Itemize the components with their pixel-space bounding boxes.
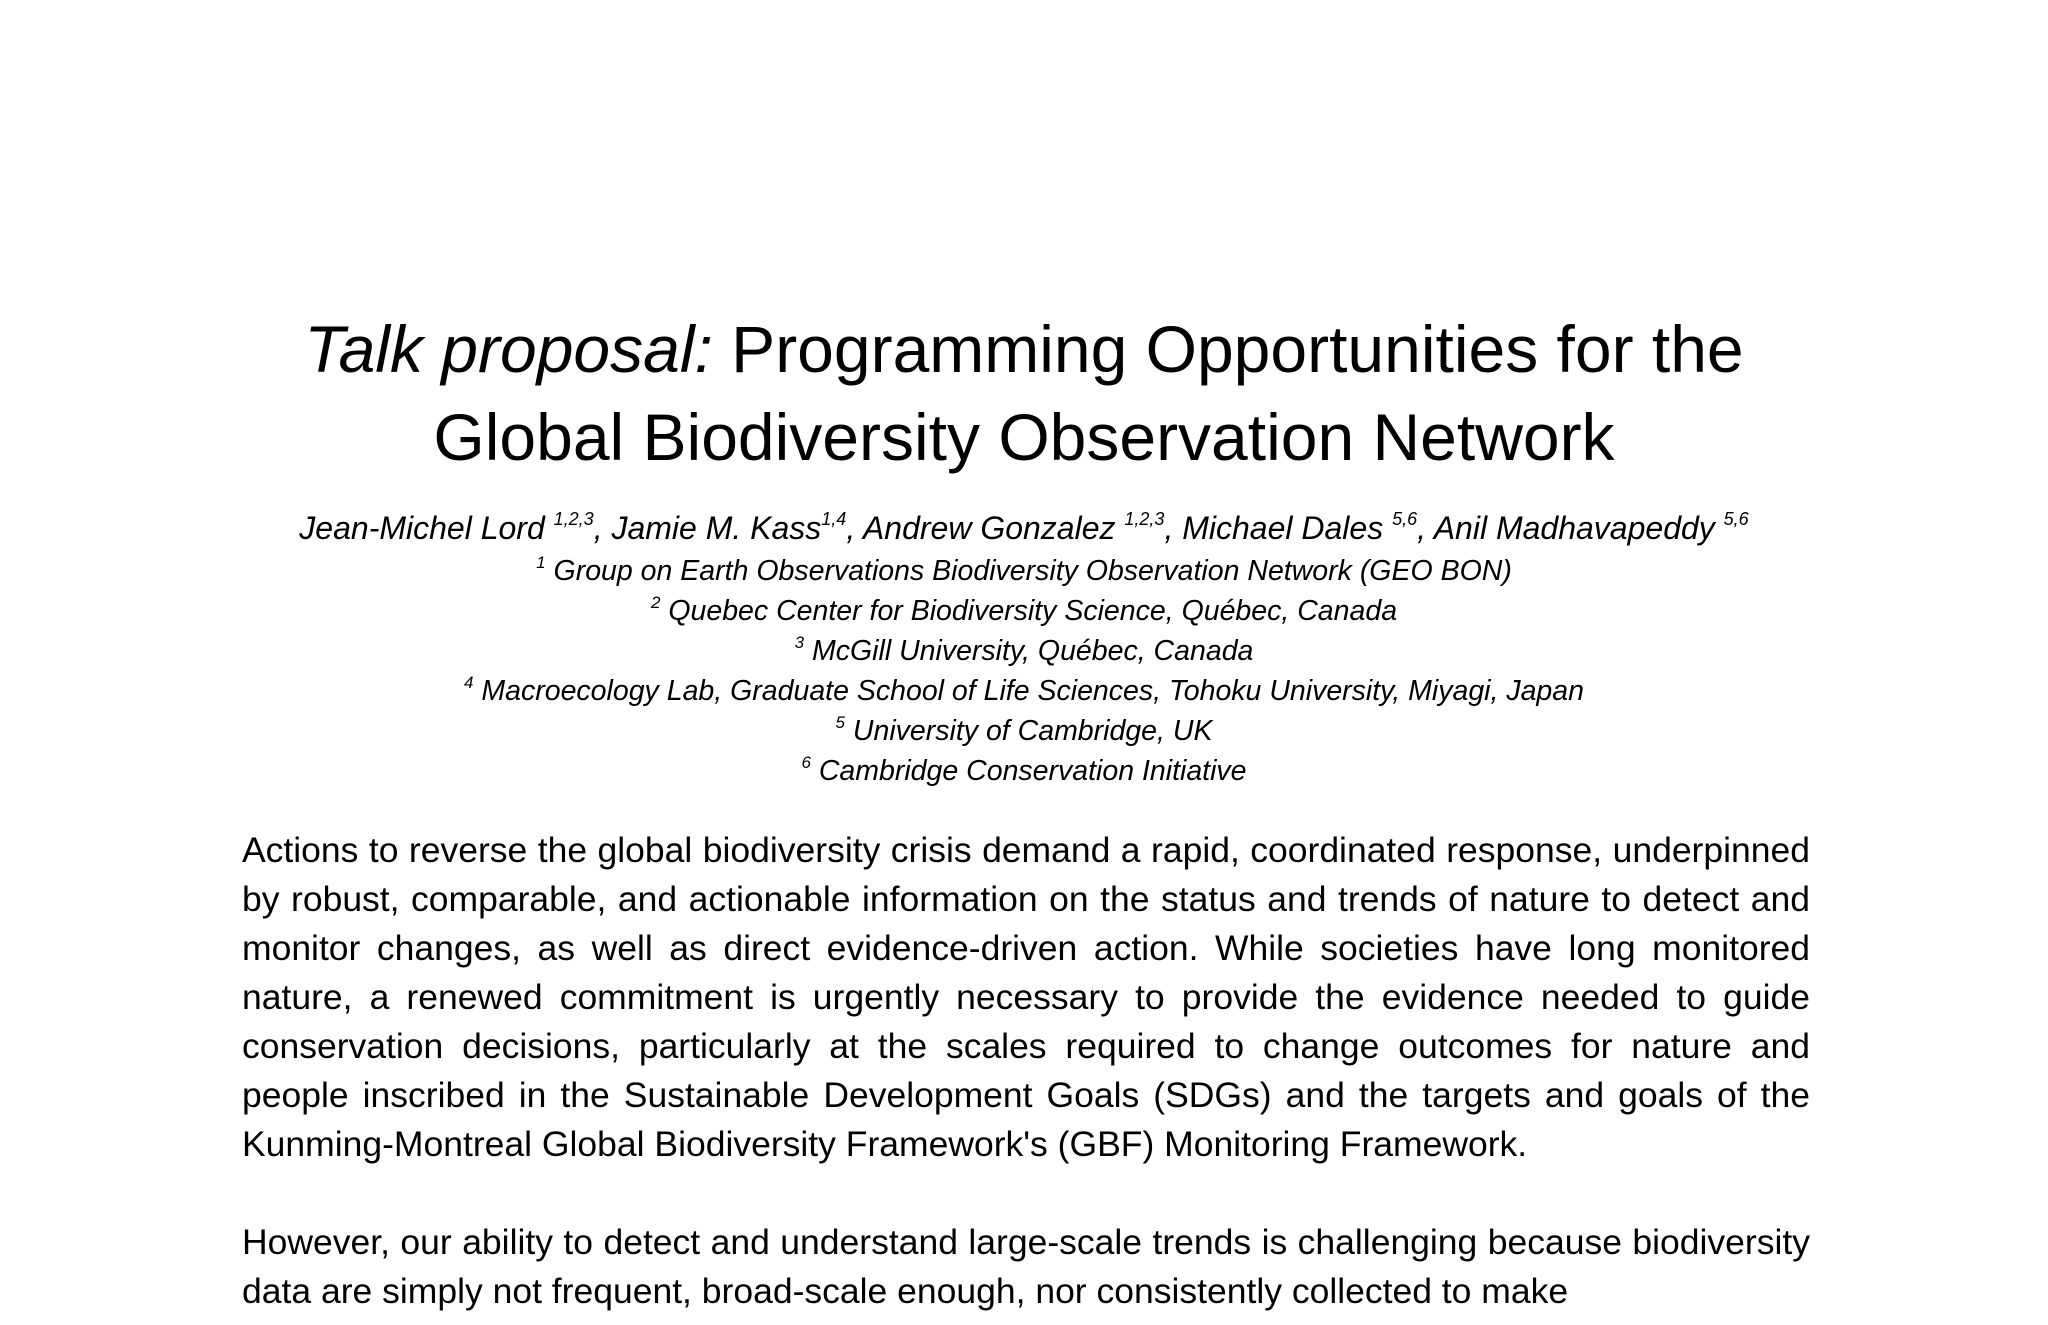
affiliation-number: 3	[794, 633, 805, 652]
affiliation-line	[0, 751, 2048, 791]
affiliation-line	[0, 591, 2048, 631]
author-affiliation-marker: 1,2,3	[553, 509, 594, 529]
abstract-paragraph-1: Actions to reverse the global biodiversity crisis demand a rapid, coordinated response, underpinned by robust, comparable, and actionable information on the status and trends of nature to detect and monitor changes, as well as direct evidence-driven action. While societies have long monitored nature, a renewed commitment is urgently necessary to provide the evidence needed to guide conservation decisions, particularly at the scales required to change outcomes for nature and people inscribed in the Sustainable Development Goals (SDGs) and the targets and goals of the Kunming-Montreal Global Biodiversity Framework's (GBF) Monitoring Framework.	[242, 830, 1810, 1164]
abstract-body	[242, 826, 1810, 1325]
affiliation-text: Cambridge Conservation Initiative	[818, 755, 1247, 787]
author-affiliation-marker: 5,6	[1723, 509, 1749, 529]
affiliation-text: Group on Earth Observations Biodiversity Observation Network (GEO BON)	[553, 555, 1512, 587]
affiliation-text: McGill University, Québec, Canada	[812, 635, 1254, 667]
affiliation-line	[0, 631, 2048, 671]
affiliation-line	[0, 711, 2048, 751]
affiliation-number: 1	[536, 553, 546, 572]
affiliation-line	[0, 671, 2048, 711]
author-name: Jamie M. Kass	[611, 510, 822, 546]
author-list: Jean-Michel Lord $^{1,2,3}$, Jamie M. Kass$^{1,4}$, Andrew Gonzalez $^{1,2,3}$, Michael Dales $^{5,6}$, Anil Madhavapeddy $^{5,6}$	[299, 509, 1749, 546]
title-line-1: Programming Opportunities for the	[731, 312, 1744, 386]
author-name: Anil Madhavapeddy	[1433, 510, 1715, 546]
author-affiliation-marker: 5,6	[1392, 509, 1418, 529]
author-name: Jean-Michel Lord	[299, 510, 545, 546]
affiliation-number: 4	[464, 673, 474, 692]
affiliation-number: 5	[835, 713, 845, 732]
title-lead: Talk proposal:	[304, 312, 713, 386]
abstract-paragraph-2: However, our ability to detect and understand large-scale trends is challenging because biodiversity data are simply not frequent, broad-scale enough, nor consistently collected to make	[242, 1222, 1810, 1311]
affiliation-text: Quebec Center for Biodiversity Science, Québec, Canada	[668, 595, 1398, 627]
affiliation-number: 6	[801, 753, 811, 772]
title-line-2: Global Biodiversity Observation Network	[433, 400, 1615, 474]
affiliation-text: University of Cambridge, UK	[852, 715, 1213, 747]
affiliation-number: 2	[650, 593, 661, 612]
affiliation-line	[0, 551, 2048, 591]
author-name: Michael Dales	[1182, 510, 1384, 546]
affiliation-text: Macroecology Lab, Graduate School of Life Sciences, Tohoku University, Miyagi, Japan	[481, 675, 1584, 707]
author-affiliation-marker: 1,4	[821, 509, 847, 529]
paper-title	[0, 305, 2048, 481]
affiliation-list	[0, 551, 2048, 791]
author-affiliation-marker: 1,2,3	[1124, 509, 1165, 529]
author-name: Andrew Gonzalez	[862, 510, 1116, 546]
